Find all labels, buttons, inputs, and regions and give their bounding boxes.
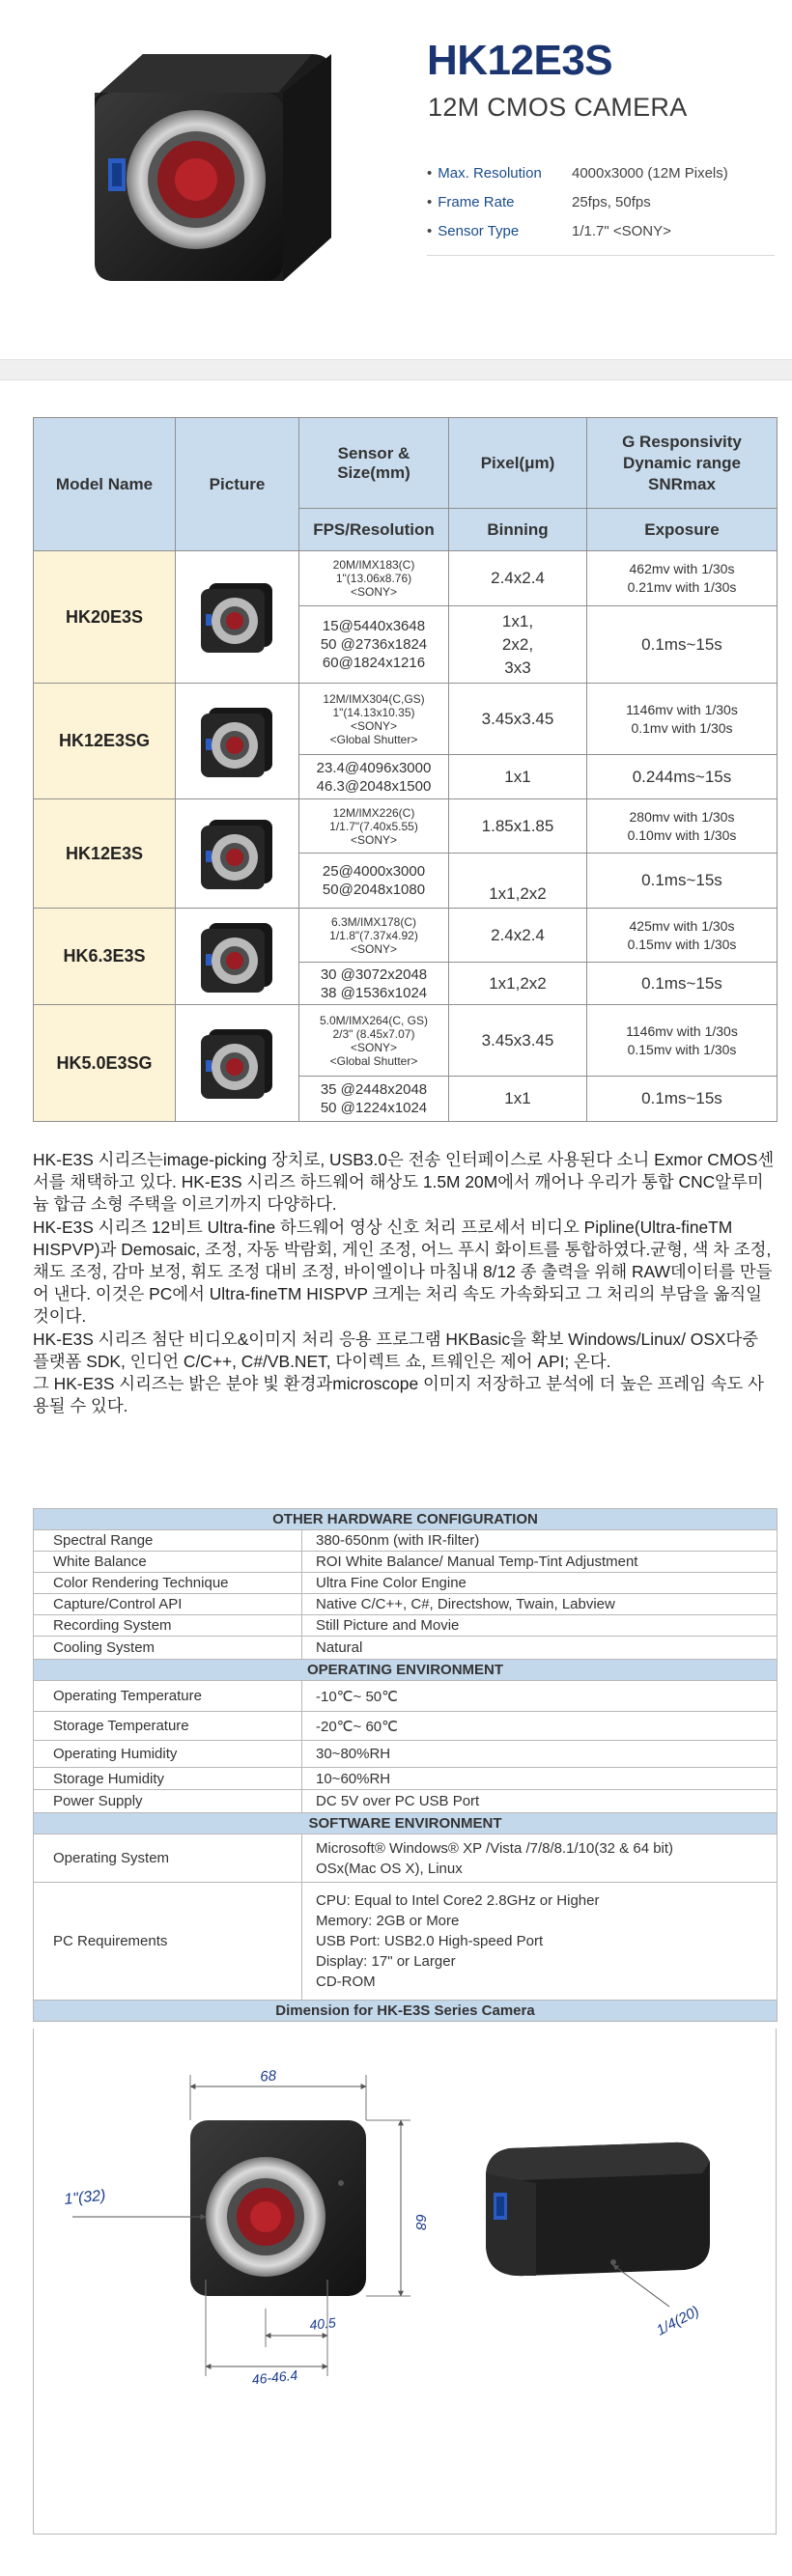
sensor-line: <SONY> [350,941,398,956]
table-row [34,1790,778,1813]
binning-cell [449,606,587,684]
g-cell [587,551,778,606]
table-row [34,1594,778,1615]
spec-row-sensor [427,216,775,245]
header-pixel: Pixel(μm) [449,418,587,509]
hero-section [0,0,792,359]
section-title-dimension: Dimension for HK-E3S Series Camera [34,2001,778,2022]
header-picture: Picture [176,418,299,551]
sensor-line: <SONY> [350,832,398,847]
section-title-hardware: OTHER HARDWARE CONFIGURATION [34,1509,778,1530]
row-key: Storage Humidity [34,1768,302,1790]
value-line: CD-ROM [316,1974,376,1990]
model-name-cell: HK20E3S [34,551,176,684]
row-key: Power Supply [34,1790,302,1813]
height-label: 68 [412,2214,429,2230]
camera-thumbnail [195,577,280,657]
camera-thumbnail [195,917,280,996]
exposure-cell: 0.1ms~15s [587,963,778,1005]
sensor-line: 1/1.7"(7.40x5.55) [329,819,418,833]
dimension-drawing [33,2029,777,2534]
header-binning: Binning [449,509,587,551]
sensor-line: 6.3M/IMX178(C) [330,914,417,929]
sensor-cell [299,684,449,755]
table-row [34,1005,778,1077]
fps-line: 60@1824x1216 [322,655,426,671]
fps-cell [299,963,449,1005]
fps-line: 15@5440x3648 [322,618,426,634]
row-value: Ultra Fine Color Engine [302,1573,778,1594]
camera-thumbnail [195,702,280,781]
fps-line: 46.3@2048x1500 [316,777,432,795]
fps-line: 50 @1224x1024 [320,1100,428,1116]
table-row [34,1712,778,1741]
table-row [34,909,778,963]
sensor-line: <SONY> [350,718,398,733]
sensor-line: 1"(13.06x8.76) [335,572,412,585]
model-name-cell: HK6.3E3S [34,909,176,1005]
row-value [302,1883,778,2001]
section-title-software: SOFTWARE ENVIRONMENT [34,1813,778,1834]
sensor-line: 12M/IMX304(C,GS) [323,691,425,706]
g-cell [587,909,778,963]
binning-cell: 1x1 [449,755,587,799]
binning-cell: 1x1 [449,1077,587,1122]
row-value: Native C/C++, C#, Directshow, Twain, Labview [302,1594,778,1615]
row-value: ROI White Balance/ Manual Temp-Tint Adjustment [302,1552,778,1573]
spec-row-frame-rate [427,187,775,216]
row-key: Storage Temperature [34,1712,302,1741]
header-model-name: Model Name [34,418,176,551]
camera-thumbnail [195,814,280,893]
depth-label: 46-46.4 [251,2366,298,2388]
pixel-cell: 1.85x1.85 [449,799,587,854]
row-key: Capture/Control API [34,1594,302,1615]
spec-value: 25fps, 50fps [572,193,651,210]
exposure-cell: 0.1ms~15s [587,854,778,909]
g-line: 0.1mv with 1/30s [631,719,733,736]
description-paragraph: HK-E3S 시리즈 첨단 비디오&이미지 처리 응용 프로그램 HKBasic을 확보 Windows/Linux/ OSX다중 플랫폼 SDK, 인디언 C/C++, C#/VB.NET, 다이렉트 쇼, 트웨인은 제어 API; 온다. [33,1329,759,1371]
g-line: 462mv with 1/30s [629,561,735,576]
fps-cell [299,1077,449,1122]
dimension-diagram [34,2029,776,2534]
g-line: 0.21mv with 1/30s [627,579,737,595]
table-row [34,1768,778,1790]
binning-cell: 1x1,2x2 [449,854,587,909]
g-line: 280mv with 1/30s [629,808,735,825]
g-cell [587,684,778,755]
table-row [34,1681,778,1712]
hardware-config-table [33,1508,778,2022]
binning-line: 2x2, [501,634,534,654]
row-value [302,1834,778,1883]
table-row [34,1834,778,1883]
row-value: 30~80%RH [302,1741,778,1768]
fps-line: 38 @1536x1024 [320,984,428,1001]
exposure-cell: 0.1ms~15s [587,1077,778,1122]
value-line: Microsoft® Windows® XP /Vista /7/8/8.1/10(32 & 64 bit) [316,1839,674,1857]
fps-line: 23.4@4096x3000 [316,759,432,776]
header-fps: FPS/Resolution [299,509,449,551]
row-value: 380-650nm (with IR-filter) [302,1530,778,1552]
section-title-operating: OPERATING ENVIRONMENT [34,1660,778,1681]
model-name-cell: HK12E3SG [34,684,176,799]
section-band [0,359,792,380]
row-key: Operating System [34,1834,302,1883]
row-key: Spectral Range [34,1530,302,1552]
row-value: Natural [302,1637,778,1660]
pixel-cell: 3.45x3.45 [449,1005,587,1077]
binning-line: 3x3 [504,658,531,677]
row-value: -20℃~ 60℃ [302,1712,778,1741]
sensor-line: 12M/IMX226(C) [332,805,415,820]
sensor-line: <SONY> [350,1040,398,1054]
sensor-line: <SONY> [350,585,398,599]
sensor-cell [299,1005,449,1077]
sensor-cell [299,551,449,606]
header-sensor: Sensor & Size(mm) [299,418,449,509]
g-line: 0.15mv with 1/30s [627,1041,737,1057]
spec-key: • Sensor Type [427,223,572,239]
description-paragraph: HK-E3S 시리즈 12비트 Ultra-fine 하드웨어 영상 신호 처리 프로세서 비디오 Pipline(Ultra-fineTM HISPVP)과 Demosaic, 조정, 자동 박람회, 게인 조정, 어느 푸시 화이트를 통합하였다.균형, 색 차 조정, 채도 조정, 감마 보정, 휘도 조정 대비 조정, 바이엘이나 마침내 8/12 종 출력을 위해 RAW데이터를 만들어 낸다. 이것은 PC에서 Ultra-fineTM HISPVP 크게는 처리 속도 가속화되고 그 처리의 부담을 옮직일 것이다. [33,1217,773,1327]
picture-cell [176,1005,299,1122]
table-row [34,1615,778,1637]
table-row [34,551,778,606]
camera-product-image [85,44,336,286]
exposure-cell: 0.1ms~15s [587,606,778,684]
table-row [34,684,778,755]
product-subtitle: 12M CMOS CAMERA [428,93,688,122]
row-value: -10℃~ 50℃ [302,1681,778,1712]
row-key: Operating Temperature [34,1681,302,1712]
value-line: USB Port: USB2.0 High-speed Port [316,1933,544,1949]
divider [427,255,775,256]
header-exposure: Exposure [587,509,778,551]
description-text [33,1149,777,1417]
table-row [34,1637,778,1660]
row-key: Cooling System [34,1637,302,1660]
pixel-cell: 2.4x2.4 [449,909,587,963]
value-line: OSx(Mac OS X), Linux [316,1860,463,1877]
description-paragraph: 그 HK-E3S 시리즈는 밝은 분야 빛 환경과microscope 이미지 저장하고 분석에 더 높은 프레임 속도 사용될 수 있다. [33,1374,764,1416]
tripod-thread-label: 1/4(20) [653,2303,702,2339]
table-row [34,1883,778,2001]
value-line: Memory: 2GB or More [316,1913,460,1929]
table-row [34,1530,778,1552]
width-label: 68 [259,2067,277,2086]
pixel-cell: 3.45x3.45 [449,684,587,755]
sensor-line: <Global Shutter> [329,1053,418,1068]
g-line: 1146mv with 1/30s [626,701,738,717]
sensor-line: 2/3" (8.45x7.07) [332,1026,415,1041]
key-spec-list [427,158,775,245]
row-key: Operating Humidity [34,1741,302,1768]
sensor-line: <Global Shutter> [329,732,418,746]
sensor-cell [299,909,449,963]
row-key: White Balance [34,1552,302,1573]
fps-cell [299,854,449,909]
row-key: Recording System [34,1615,302,1637]
product-model-title: HK12E3S [427,37,613,84]
g-line: 1146mv with 1/30s [626,1022,738,1039]
g-line: 0.15mv with 1/30s [627,936,737,952]
value-line: Display: 17" or Larger [316,1953,456,1970]
spec-key: • Frame Rate [427,194,572,210]
description-paragraph: HK-E3S 시리즈는image-picking 장치로, USB3.0은 전송 인터페이스로 사용된다 소니 Exmor CMOS센서를 채택하고 있다. HK-E3S 시리즈 하드웨어 해상도 1.5M 20M에서 깨어나 우리가 통합 CNC알루미늄 합금 소형 주택을 이르기까지 다양하다. [33,1150,775,1215]
model-name-cell: HK5.0E3SG [34,1005,176,1122]
picture-cell [176,684,299,799]
table-row [34,799,778,854]
sensor-line: 5.0M/IMX264(C, GS) [319,1013,429,1027]
picture-cell [176,799,299,909]
camera-thumbnail [195,1023,280,1103]
fps-line: 50 @2736x1824 [320,636,428,653]
row-value: DC 5V over PC USB Port [302,1790,778,1813]
row-key: Color Rendering Technique [34,1573,302,1594]
picture-cell [176,909,299,1005]
binning-line: 1x1, [501,611,534,630]
header-g-responsivity: G Responsivity Dynamic range SNRmax [587,418,778,509]
table-row [34,1741,778,1768]
pixel-cell: 2.4x2.4 [449,551,587,606]
sensor-cell [299,799,449,854]
g-cell [587,1005,778,1077]
value-line: CPU: Equal to Intel Core2 2.8GHz or Higher [316,1892,600,1909]
fps-cell [299,755,449,799]
spec-value: 4000x3000 (12M Pixels) [572,164,728,182]
sensor-line: 1"(14.13x10.35) [332,705,415,719]
fps-cell [299,606,449,684]
sensor-line: 1/1.8"(7.37x4.92) [329,928,418,942]
lens-diameter-label: 40.5 [308,2314,337,2333]
table-row [34,1552,778,1573]
exposure-cell: 0.244ms~15s [587,755,778,799]
row-value: 10~60%RH [302,1768,778,1790]
g-cell [587,799,778,854]
model-name-cell: HK12E3S [34,799,176,909]
row-key: PC Requirements [34,1883,302,2001]
thread-label: 1"(32) [63,2187,107,2208]
spec-row-resolution [427,158,775,187]
spec-key: • Max. Resolution [427,165,572,182]
table-row [34,1573,778,1594]
row-value: Still Picture and Movie [302,1615,778,1637]
camera-side-view [486,2142,710,2276]
fps-line: 30 @3072x2048 [320,966,428,983]
g-line: 425mv with 1/30s [629,917,735,934]
g-line: 0.10mv with 1/30s [627,826,737,843]
fps-line: 50@2048x1080 [322,882,426,898]
model-comparison-table [33,417,778,1122]
fps-line: 25@4000x3000 [322,863,426,880]
fps-line: 35 @2448x2048 [320,1081,428,1098]
binning-cell: 1x1,2x2 [449,963,587,1005]
picture-cell [176,551,299,684]
spec-value: 1/1.7" <SONY> [572,222,671,239]
sensor-line: 20M/IMX183(C) [332,558,415,572]
